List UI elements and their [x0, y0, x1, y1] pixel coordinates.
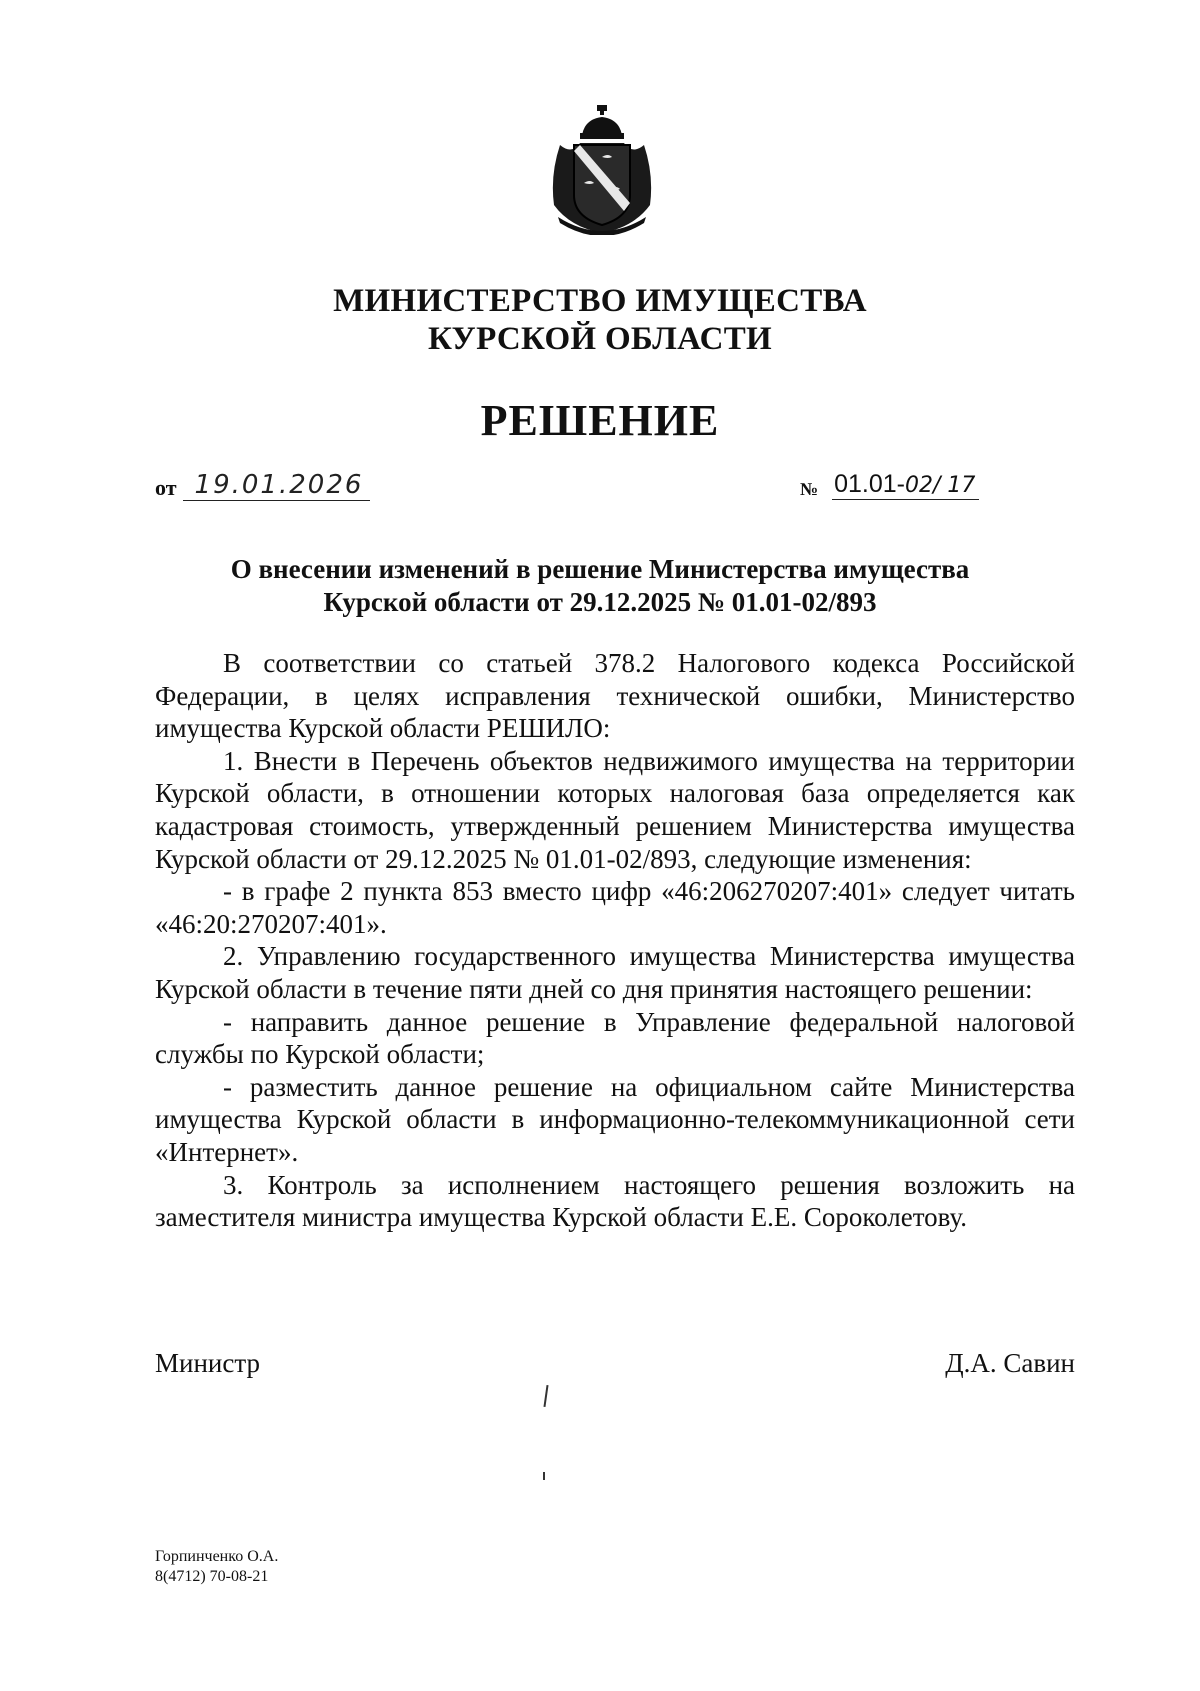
subject-line-1: О внесении изменений в решение Министерства имущества: [230, 554, 970, 584]
executor-phone: 8(4712) 70-08-21: [155, 1568, 269, 1585]
body-paragraph: - направить данное решение в Управление федеральной налоговой службы по Курской области;: [155, 1006, 1075, 1070]
executor-info: [155, 1547, 278, 1587]
document-number: [832, 470, 979, 500]
document-number-printed: 01.01-: [834, 470, 905, 498]
body-paragraph: 1. Внести в Перечень объектов недвижимого имущества на территории Курской области, в отношении которых налоговая база определяется как кадастровая стоимость, утвержденный решением Министерства имущества Курской области от 29.12.2025 № 01.01-02/893, следующие изменения:: [155, 745, 1075, 874]
subject-line-2: Курской области от 29.12.2025 № 01.01-02/893: [323, 587, 877, 617]
document-body: [155, 647, 1075, 1234]
signature-block: [155, 1348, 1075, 1379]
signature-stroke: [543, 1472, 545, 1480]
number-sign: №: [800, 479, 819, 499]
body-paragraph: В соответствии со статьей 378.2 Налогового кодекса Российской Федерации, в целях исправления технической ошибки, Министерство имущества Курской области РЕШИЛО:: [155, 648, 1075, 744]
executor-name: Горпинченко О.А.: [155, 1548, 279, 1565]
document-subject: [0, 553, 1200, 619]
ministry-name: [0, 282, 1200, 358]
ministry-line-1: МИНИСТЕРСТВО ИМУЩЕСТВА: [333, 283, 867, 319]
body-paragraph: 3. Контроль за исполнением настоящего решения возложить на заместителя министра имущества Курской области Е.Е. Сороколетову.: [155, 1169, 1075, 1233]
date-prefix: от: [155, 475, 177, 500]
document-number-field: [800, 470, 979, 500]
date-value: 19.01.2026: [183, 470, 370, 501]
body-paragraph: 2. Управлению государственного имущества Министерства имущества Курской области в течение пяти дней со дня принятия настоящего решении:: [155, 941, 1075, 1004]
ministry-line-2: КУРСКОЙ ОБЛАСТИ: [427, 321, 773, 357]
signer-name: Д.А. Савин: [945, 1348, 1075, 1378]
signer-position: Министр: [155, 1348, 260, 1378]
document-type-title: РЕШЕНИЕ: [480, 396, 720, 445]
document-number-handwritten: 02/ 17: [904, 473, 976, 498]
kursk-coat-of-arms-icon: [540, 105, 665, 235]
body-paragraph: - разместить данное решение на официальном сайте Министерства имущества Курской области в информационно-телекоммуникационной сети «Интернет».: [155, 1071, 1075, 1167]
date-field: [155, 470, 370, 501]
signature-stroke: [543, 1385, 548, 1407]
body-paragraph: - в графе 2 пункта 853 вместо цифр «46:206270207:401» следует читать «46:20:270207:401».: [155, 876, 1075, 939]
